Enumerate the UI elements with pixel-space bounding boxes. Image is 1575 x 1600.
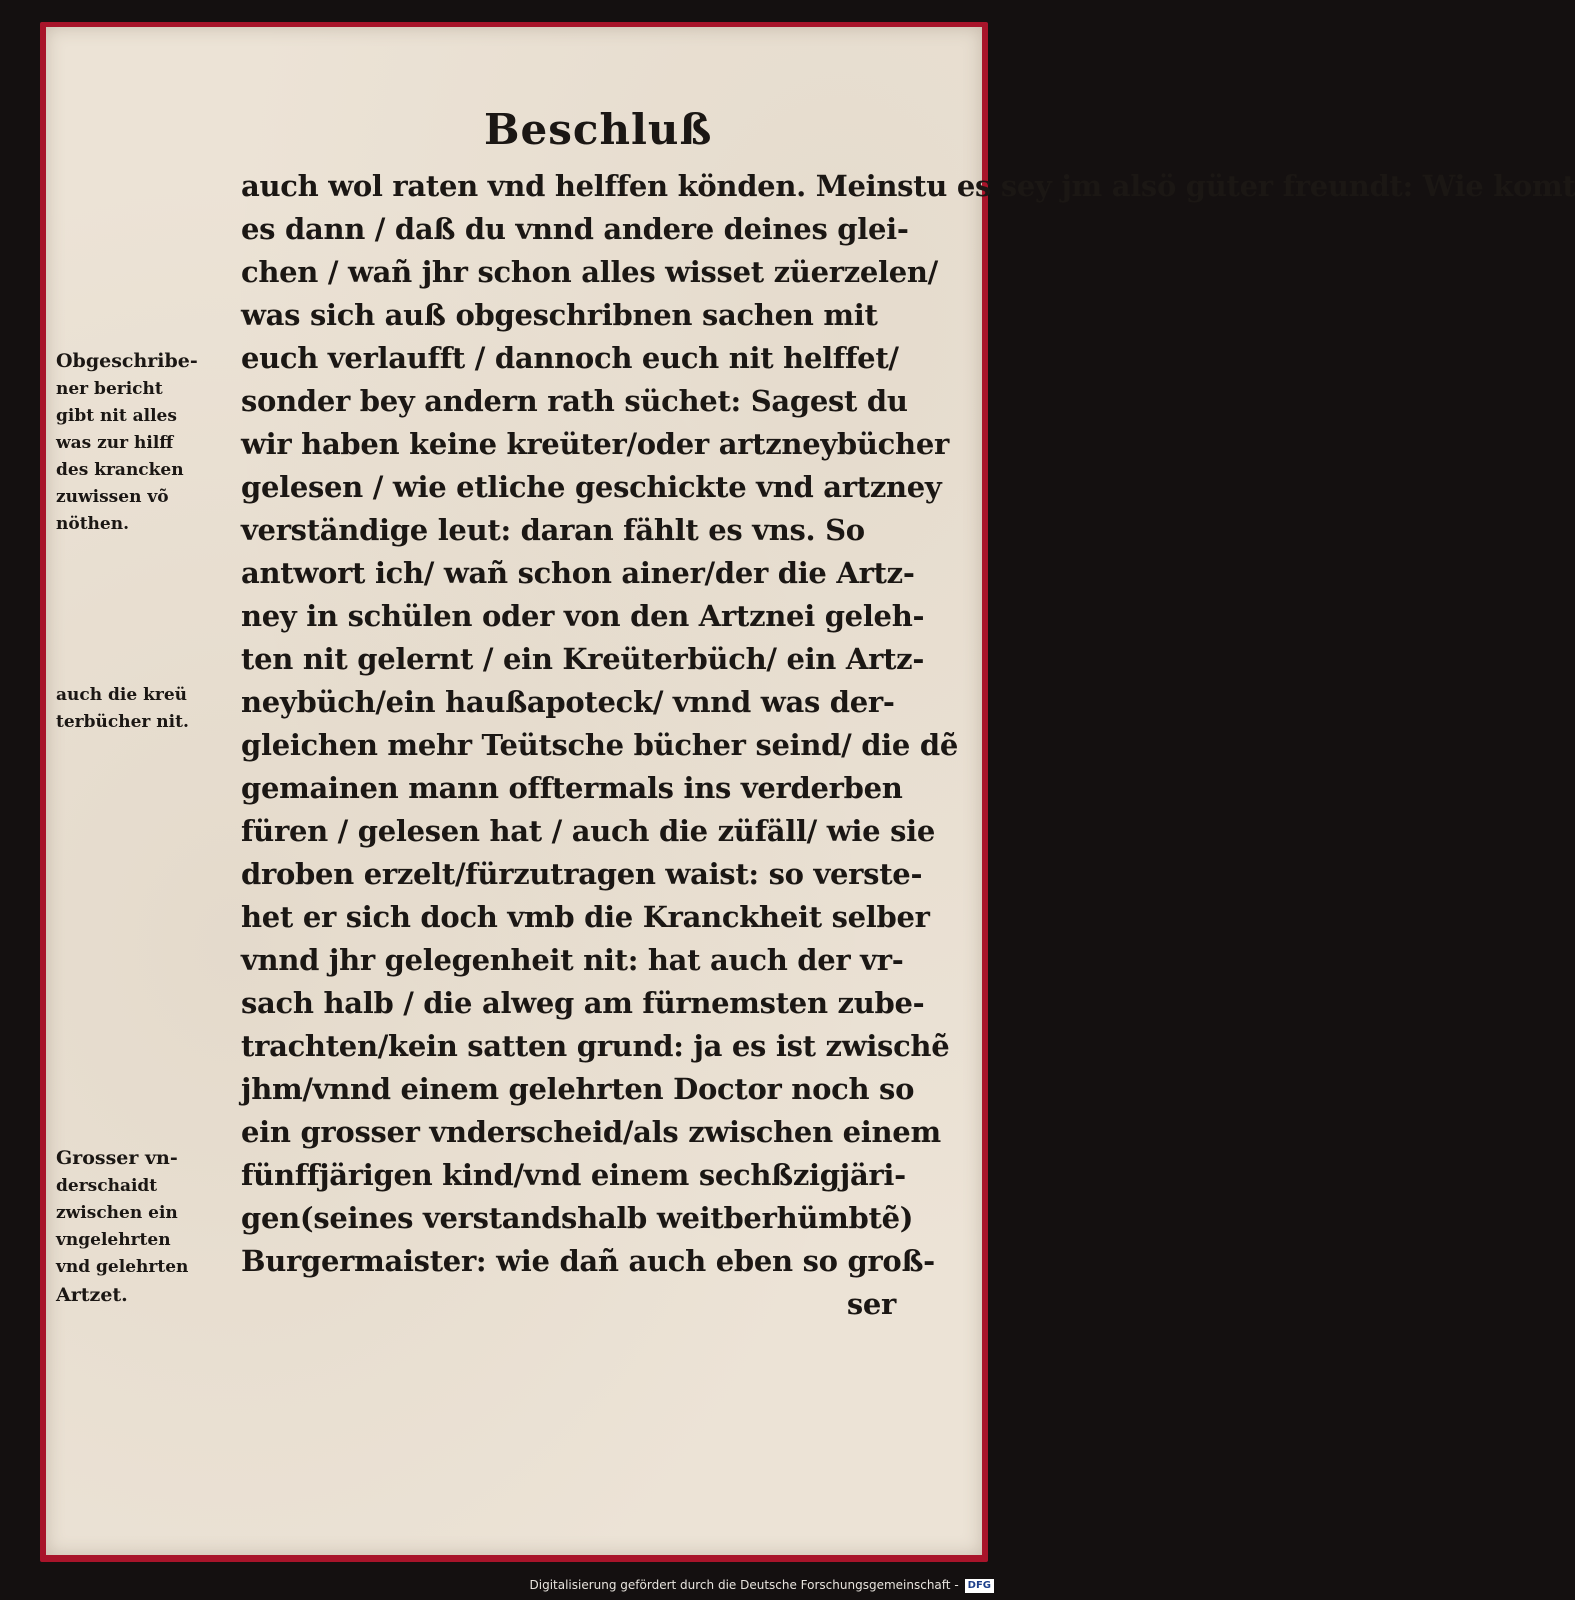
margin-note-line: auch die kreü [56,685,187,705]
margin-note-line: vnd gelehrten [56,1257,189,1277]
dfg-logo: DFG [965,1579,994,1593]
margin-note-line: was zur hilff [56,433,174,453]
text-line: füren / gelesen hat / auch die züfäll/ wie sie [241,814,935,848]
margin-note-line: zwischen ein [56,1203,178,1223]
main-text-block [241,165,1575,1326]
margin-note-line: nöthen. [56,514,130,534]
text-line: antwort ich/ wañ schon ainer/der die Artz- [241,556,915,590]
text-line: auch wol raten vnd helffen könden. Meinstu es sey jm alsö güter freundt: Wie komt [241,169,1575,203]
margin-note-3 [56,1144,236,1310]
footer-credit: Digitalisierung gefördert durch die Deutsche Forschungsgemeinschaft - [529,1578,959,1592]
text-line: trachten/kein satten grund: ja es ist zwischẽ [241,1029,950,1063]
text-line: gen(seines verstandshalb weitberhümbtẽ) [241,1201,914,1235]
text-line: ten nit gelernt / ein Kreüterbüch/ ein Artz- [241,642,925,676]
running-heading: Beschluß [484,105,713,154]
text-line: chen / wañ jhr schon alles wisset züerzelen/ [241,255,938,289]
text-line: wir haben keine kreüter/oder artzneybücher [241,427,949,461]
text-line: jhm/vnnd einem gelehrten Doctor noch so [241,1072,915,1106]
book-page [46,27,1575,1555]
margin-note-line: Artzet. [56,1284,128,1306]
text-line: fünffjärigen kind/vnd einem sechßzigjäri- [241,1158,906,1192]
text-line: gelesen / wie etliche geschickte vnd artzney [241,470,942,504]
text-line: was sich auß obgeschribnen sachen mit [241,298,878,332]
margin-note-2 [56,682,236,736]
margin-note-line: des krancken [56,460,184,480]
margin-note-1 [56,347,236,538]
text-line: Burgermaister: wie dañ auch eben so groß- [241,1244,935,1278]
text-line: ein grosser vnderscheid/als zwischen einem [241,1115,941,1149]
text-line: droben erzelt/fürzutragen waist: so verste- [241,857,923,891]
catchword: ser [846,1287,896,1321]
text-line: gemainen mann offtermals ins verderben [241,771,903,805]
margin-note-line: vngelehrten [56,1230,171,1250]
text-line: sonder bey andern rath süchet: Sagest du [241,384,908,418]
digitization-footer [0,1570,1000,1600]
margin-note-line: zuwissen võ [56,487,169,507]
text-line: euch verlaufft / dannoch euch nit helffet/ [241,341,899,375]
margin-note-line: ner bericht [56,379,163,399]
text-line: sach halb / die alweg am fürnemsten zube- [241,986,925,1020]
text-line: gleichen mehr Teütsche bücher seind/ die dẽ [241,728,958,762]
text-line: es dann / daß du vnnd andere deines glei- [241,212,909,246]
margin-note-line: Grosser vn- [56,1147,178,1169]
text-line: neybüch/ein haußapoteck/ vnnd was der- [241,685,895,719]
margin-note-line: derschaidt [56,1176,158,1196]
margin-note-line: terbücher nit. [56,712,189,732]
text-line: ney in schülen oder von den Artznei geleh- [241,599,925,633]
text-line: verständige leut: daran fählt es vns. So [241,513,865,547]
margin-note-line: Obgeschribe- [56,350,198,372]
text-line: het er sich doch vmb die Kranckheit selber [241,900,930,934]
text-line: vnnd jhr gelegenheit nit: hat auch der vr- [241,943,904,977]
margin-note-line: gibt nit alles [56,406,177,426]
